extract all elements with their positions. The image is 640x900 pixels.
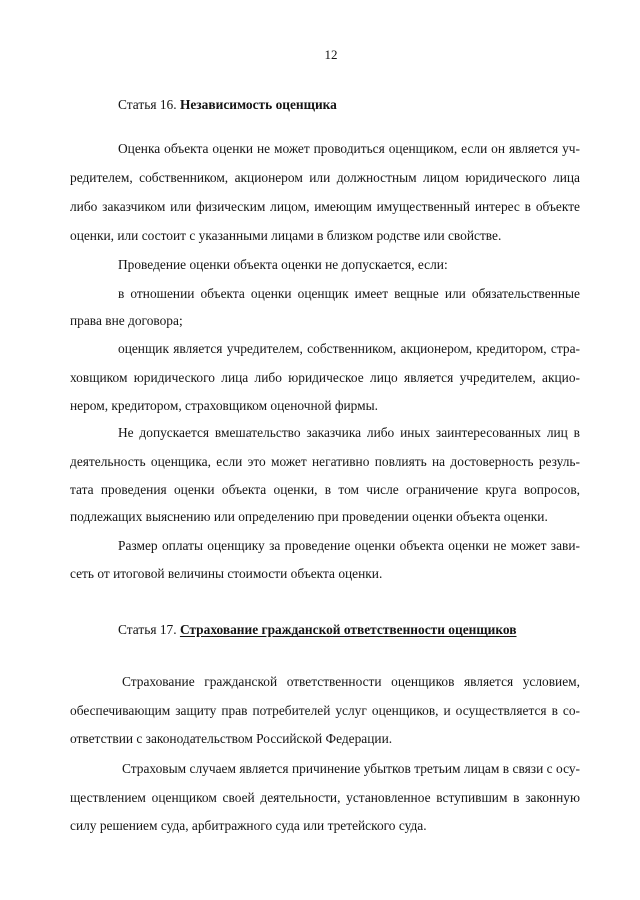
text-line: сеть от итоговой величины стоимости объекта оценки.	[70, 566, 383, 581]
text-line: либо заказчиком или физическим лицом, имеющим имущественный интерес в объекте	[70, 199, 580, 214]
text-line: Размер оплаты оценщику за проведение оценки объекта оценки не может зави-	[118, 538, 580, 553]
text-line: права вне договора;	[70, 313, 183, 328]
text-line: обеспечивающим защиту прав потребителей услуг оценщиков, и осуществляется в со-	[70, 703, 580, 718]
article-17-label: Статья 17.	[118, 622, 177, 637]
text-line: Страховым случаем является причинение убытков третьим лицам в связи с осу-	[122, 761, 580, 776]
article-17-title: Страхование гражданской ответственности оценщиков	[179, 622, 517, 637]
text-line: деятельность оценщика, если это может негативно повлиять на достоверность резуль-	[70, 454, 580, 469]
text-line: подлежащих выяснению или определению при проведении оценки объекта оценки.	[70, 509, 548, 524]
text-line: нером, кредитором, страховщиком оценочной фирмы.	[70, 398, 378, 413]
text-line: Не допускается вмешательство заказчика либо иных заинтересованных лиц в	[118, 425, 580, 440]
text-line: ховщиком юридического лица либо юридическое лицо является учредителем, акцио-	[70, 370, 580, 385]
article-17-heading	[118, 622, 517, 638]
text-line: силу решением суда, арбитражного суда или третейского суда.	[70, 818, 427, 833]
text-line: Проведение оценки объекта оценки не допускается, если:	[118, 257, 448, 272]
text-line: Страхование гражданской ответственности оценщиков является условием,	[122, 674, 580, 689]
article-16-heading	[118, 97, 337, 113]
text-line: оценки, или состоит с указанными лицами в близком родстве или свойстве.	[70, 228, 502, 243]
article-16-label: Статья 16.	[118, 97, 177, 112]
page-number: 12	[324, 47, 338, 62]
text-line: редителем, собственником, акционером или должностным лицом юридического лица	[70, 170, 580, 185]
text-line: в отношении объекта оценки оценщик имеет вещные или обязательственные	[118, 286, 580, 301]
text-line: ответствии с законодательством Российской Федерации.	[70, 731, 393, 746]
text-line: оценщик является учредителем, собственником, акционером, кредитором, стра-	[118, 341, 580, 356]
text-line: Оценка объекта оценки не может проводиться оценщиком, если он является уч-	[118, 141, 580, 156]
text-line: тата проведения оценки объекта оценки, в том числе ограничение круга вопросов,	[70, 482, 580, 497]
text-line: ществлением оценщиком своей деятельности, установленное вступившим в законную	[70, 790, 580, 805]
article-16-title: Независимость оценщика	[179, 97, 337, 112]
